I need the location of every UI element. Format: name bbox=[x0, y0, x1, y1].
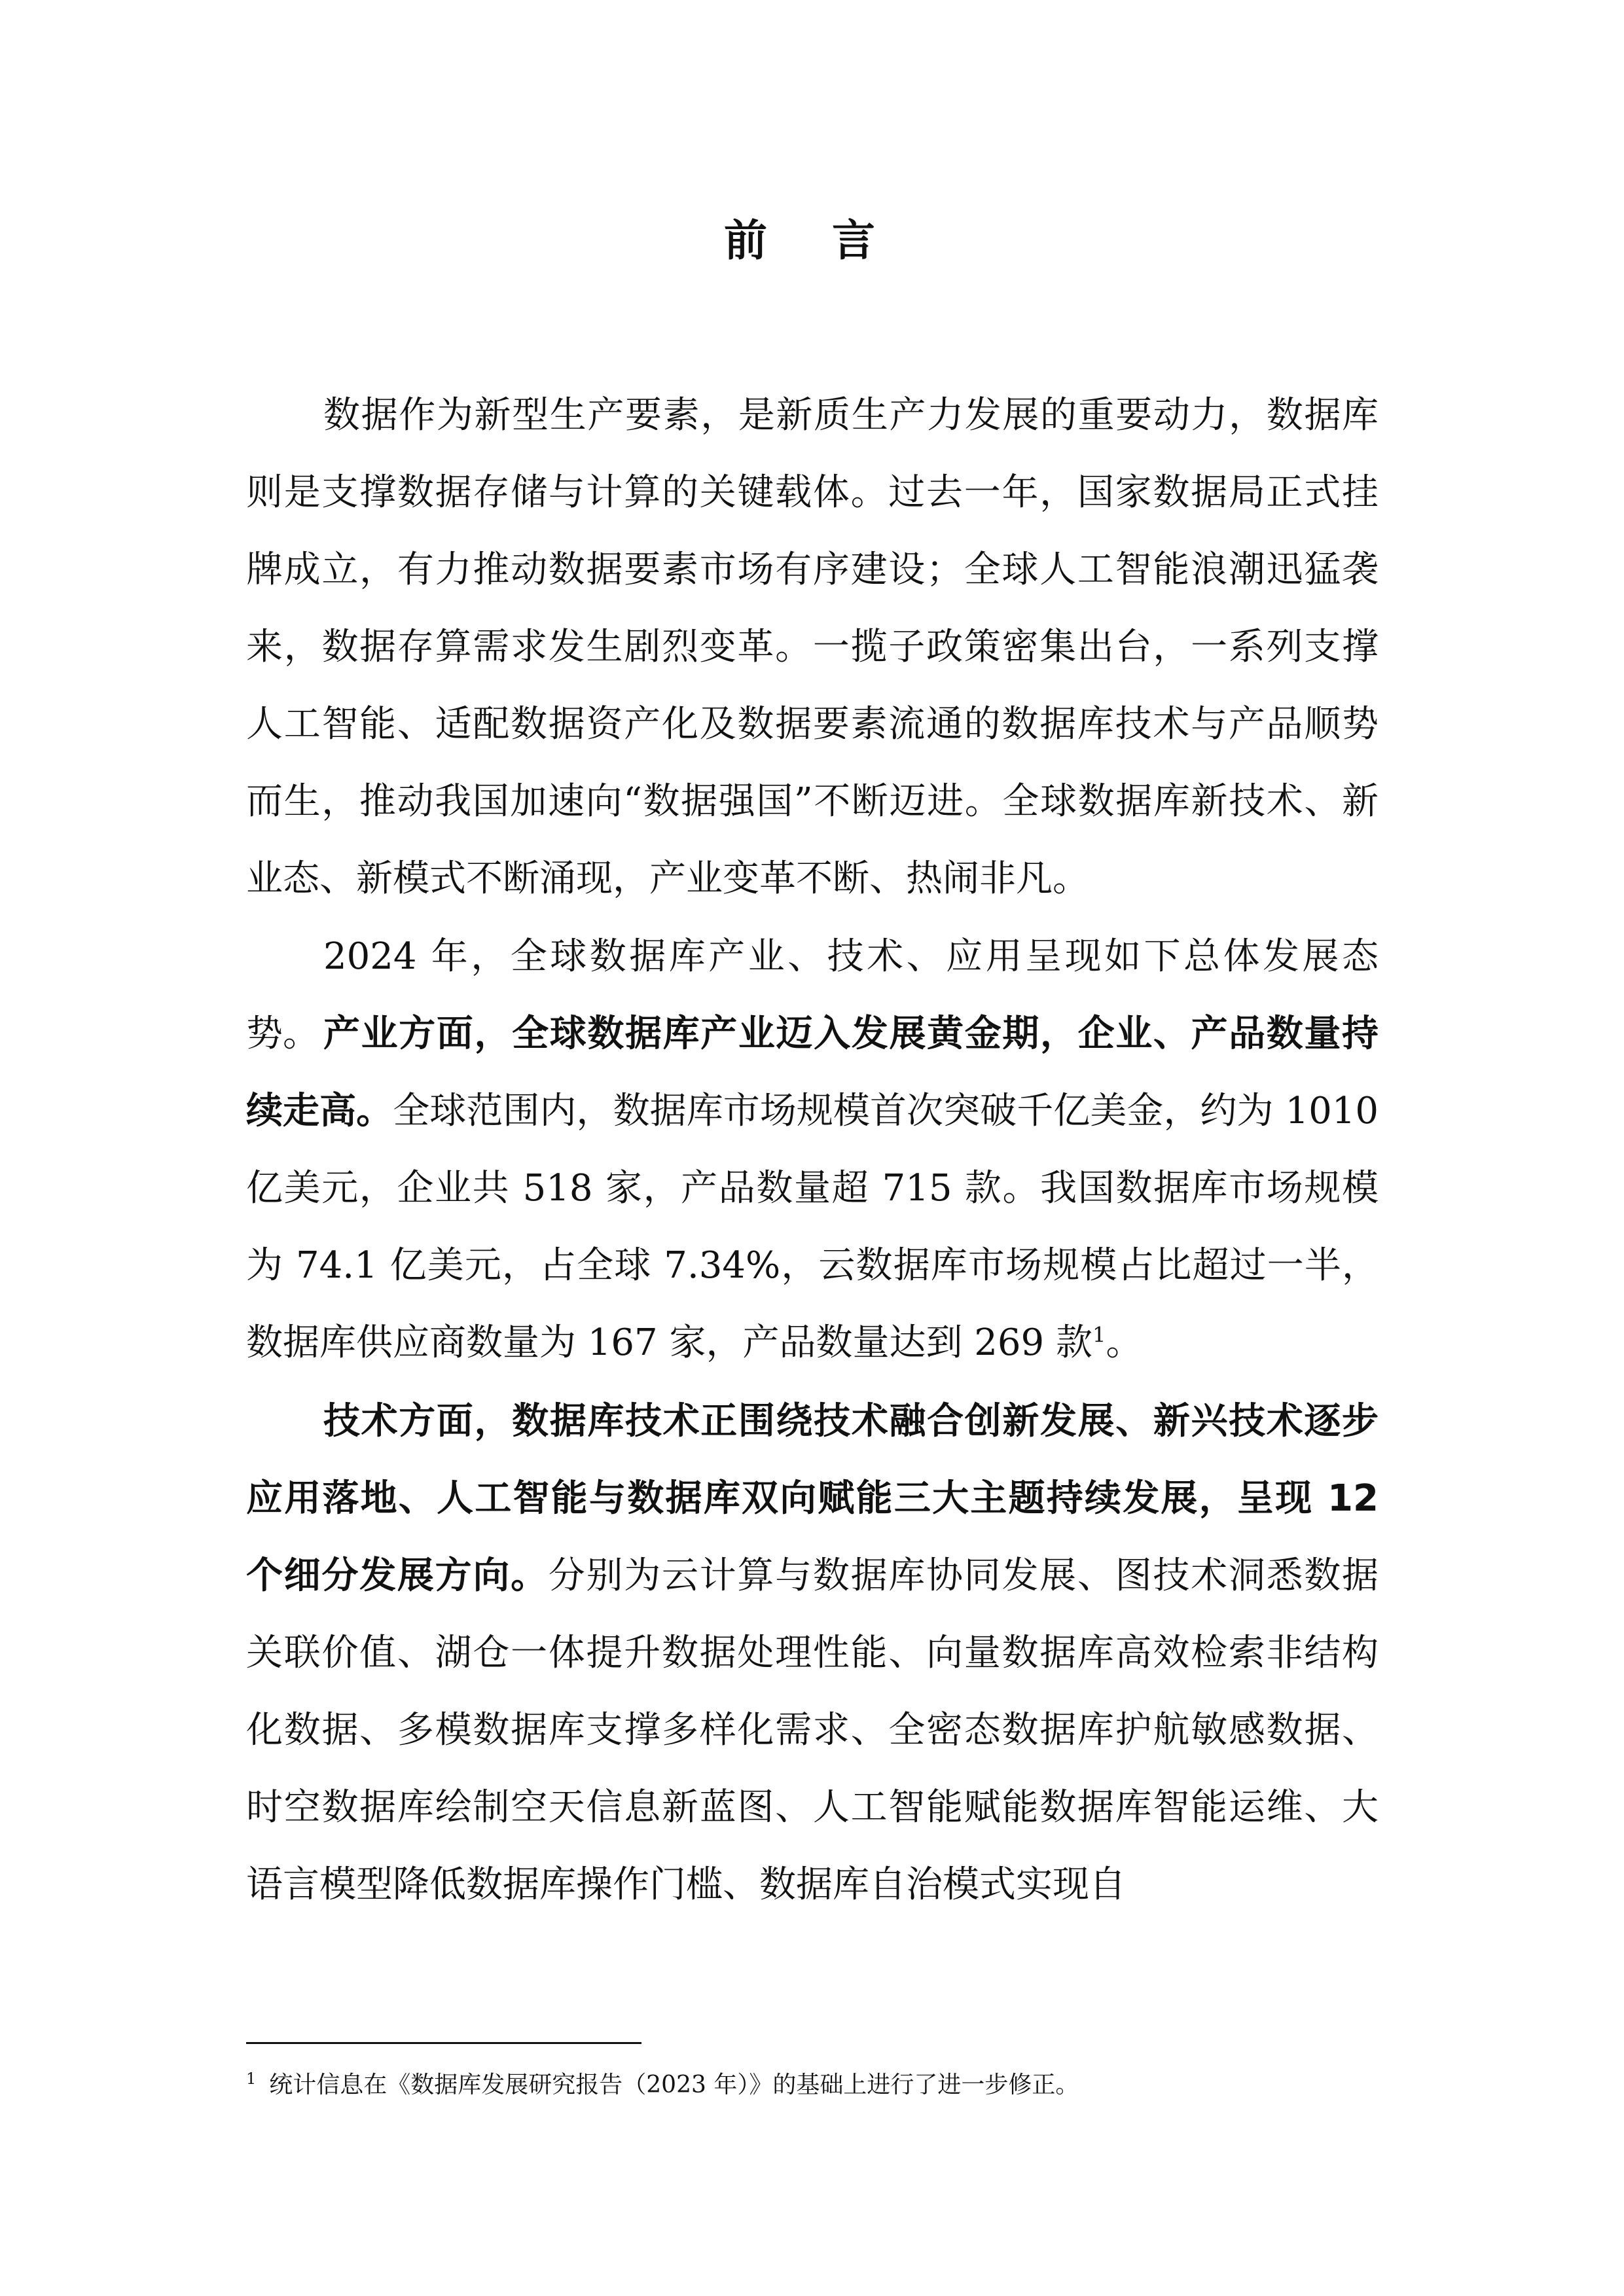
technology-heading: 技术方面，数据库技术正围绕技术融合创新发展、新兴技术逐步应用落地、人工智能与数据库双向赋能三大主题持续发展，呈现 12 个细分发展方向。 bbox=[246, 1400, 1379, 1597]
footnote-reference[interactable]: 1 bbox=[1092, 1322, 1106, 1348]
footnote bbox=[246, 2059, 1379, 2105]
industry-text-end: 。 bbox=[1106, 1321, 1143, 1364]
technology-text: 分别为云计算与数据库协同发展、图技术洞悉数据关联价值、湖仓一体提升数据处理性能、向量数据库高效检索非结构化数据、多模数据库支撑多样化需求、全密态数据库护航敏感数据、时空数据库绘制空天信息新蓝图、人工智能赋能数据库智能运维、大语言模型降低数据库操作门槛、数据库自治模式实现自 bbox=[246, 1554, 1379, 1906]
paragraph-industry bbox=[246, 996, 1379, 1382]
industry-heading: 产业方面，全球数据库产业迈入发展黄金期，企业、产品数量持续走高。 bbox=[246, 1013, 1379, 1132]
page-title: 前 言 bbox=[724, 215, 900, 266]
paragraph-intro: 数据作为新型生产要素，是新质生产力发展的重要动力，数据库则是支撑数据存储与计算的关键载体。过去一年，国家数据局正式挂牌成立，有力推动数据要素市场有序建设；全球人工智能浪潮迅猛袭来，数据存算需求发生剧烈变革。一揽子政策密集出台，一系列支撑人工智能、适配数据资产化及数据要素流通的数据库技术与产品顺势而生，推动我国加速向“数据强国”不断迈进。全球数据库新技术、新业态、新模式不断涌现，产业变革不断、热闹非凡。 bbox=[246, 394, 1379, 900]
industry-text: 全球范围内，数据库市场规模首次突破千亿美金，约为 1010 亿美元，企业共 518 家，产品数量超 715 款。我国数据库市场规模为 74.1 亿美元，占全球 7.34%，云数据库市场规模占比超过一半，数据库供应商数量为 167 家，产品数量达到 269 款 bbox=[246, 1090, 1379, 1364]
paragraph-technology bbox=[246, 1383, 1379, 1924]
paragraph-overview: 2024 年，全球数据库产业、技术、应用呈现如下总体发展态势。 bbox=[246, 935, 1379, 1055]
footnote-text: 统计信息在《数据库发展研究报告（2023 年）》的基础上进行了进一步修正。 bbox=[269, 2072, 1079, 2098]
footnote-divider bbox=[246, 2042, 641, 2044]
footnote-marker: 1 bbox=[246, 2070, 257, 2088]
